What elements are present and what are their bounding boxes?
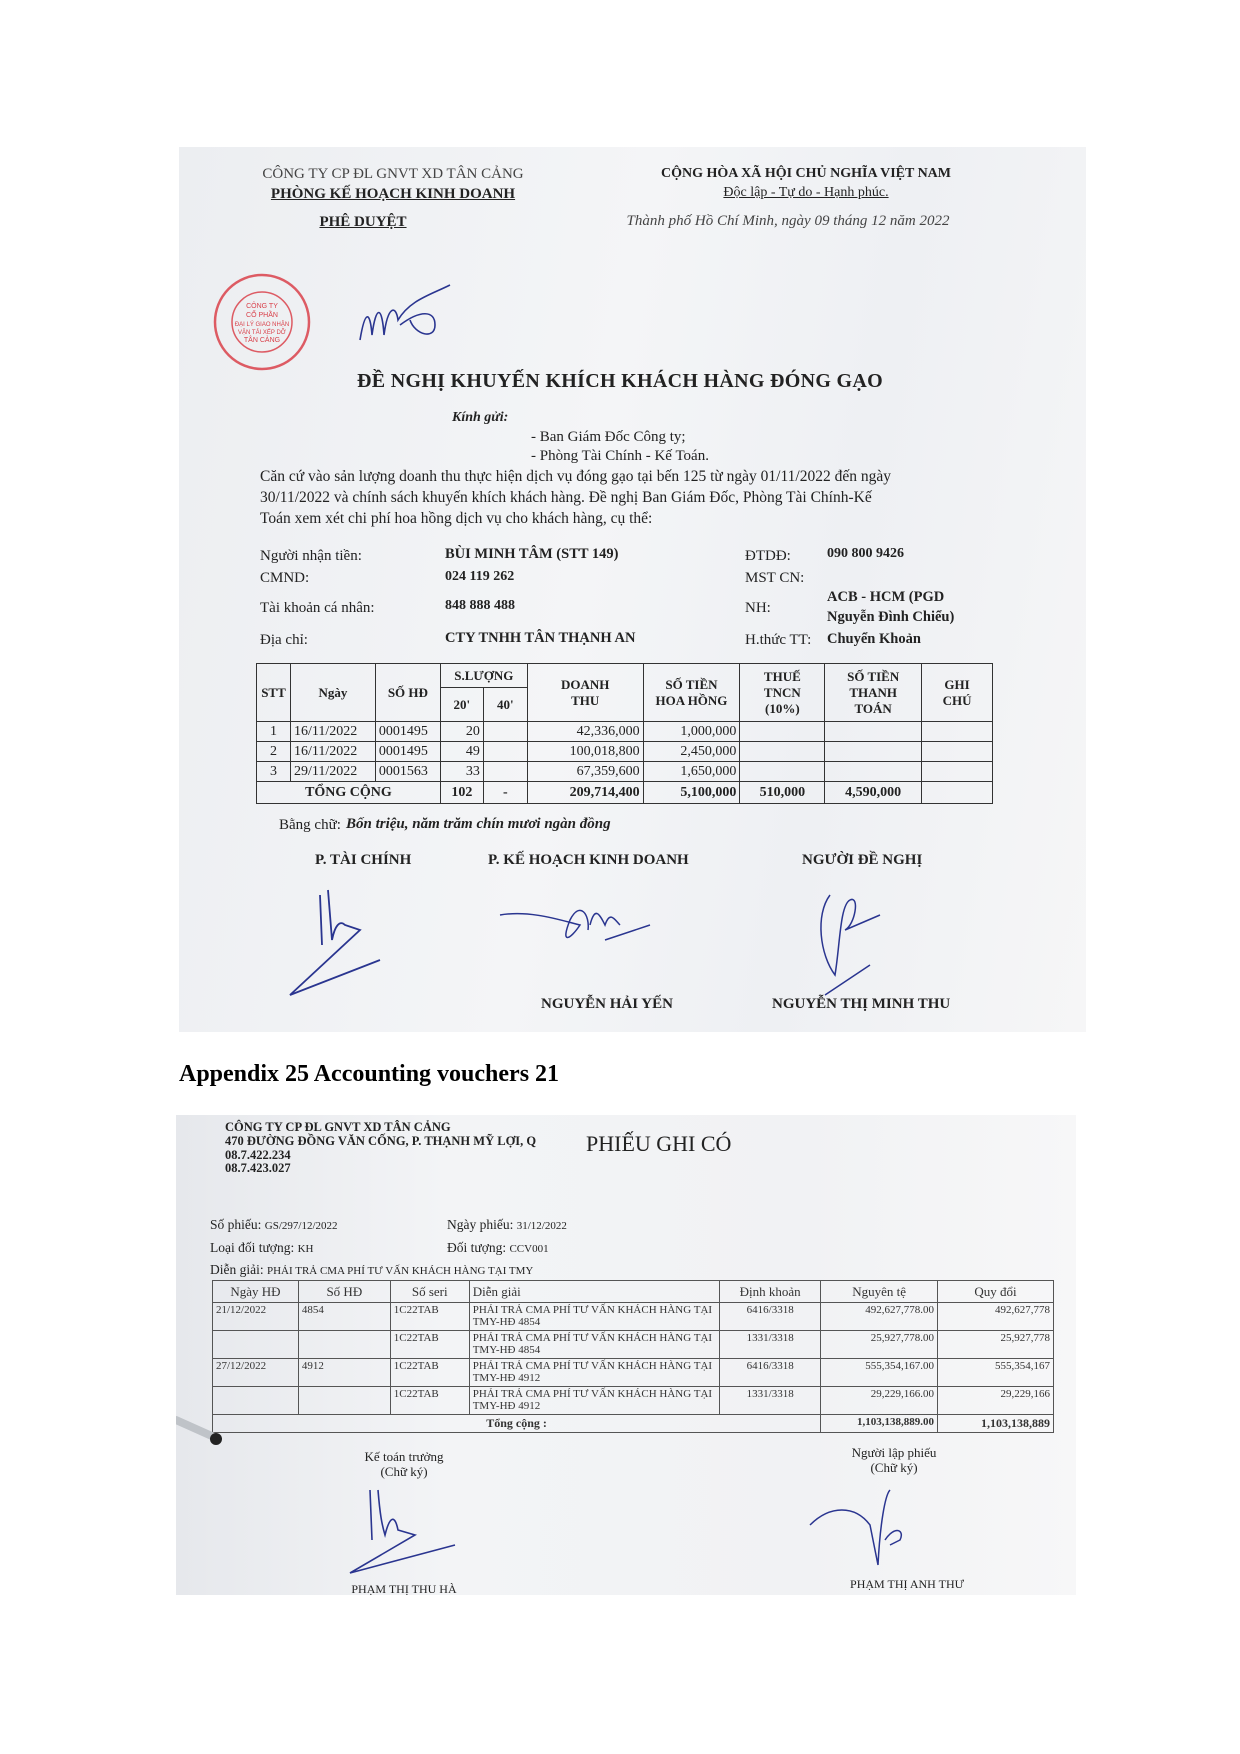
total-revenue: 209,714,400	[527, 782, 643, 804]
account-label: Tài khoản cá nhân:	[260, 600, 375, 616]
svg-text:CÔNG TY: CÔNG TY	[246, 303, 278, 310]
voucher-title: PHIẾU GHI CÓ	[586, 1131, 732, 1156]
cell-commission: 2,450,000	[643, 742, 740, 762]
cell-converted: 492,627,778	[938, 1303, 1054, 1331]
header-date: Ngày	[290, 664, 375, 722]
place-date: Thành phố Hồ Chí Minh, ngày 09 tháng 12 năm 2022	[626, 213, 950, 229]
cell-q40	[483, 762, 527, 782]
cell-commission: 1,000,000	[643, 722, 740, 742]
table-header-row	[257, 664, 993, 688]
chief-accountant-label: Kế toán trưởng	[364, 1449, 444, 1464]
header-line: TOÁN	[854, 700, 892, 716]
cell-q40	[483, 722, 527, 742]
svg-text:VẬN TẢI XẾP DỠ: VẬN TẢI XẾP DỠ	[238, 330, 286, 336]
voucher-table	[212, 1280, 1054, 1433]
table-total-row	[257, 782, 993, 804]
cell-description: PHẢI TRẢ CMA PHÍ TƯ VẤN KHÁCH HÀNG TẠI TMY-HĐ 4912	[469, 1359, 720, 1387]
cell-description: PHẢI TRẢ CMA PHÍ TƯ VẤN KHÁCH HÀNG TẠI TMY-HĐ 4854	[469, 1331, 720, 1359]
total-q40: -	[483, 782, 527, 804]
header-20ft: 20'	[440, 688, 483, 722]
document-title: ĐỀ NGHỊ KHUYẾN KHÍCH KHÁCH HÀNG ĐÓNG GẠO	[357, 370, 883, 392]
cell-tax	[740, 722, 825, 742]
bank-value: Nguyễn Đình Chiểu)	[827, 609, 955, 625]
total-note	[922, 782, 993, 804]
cell-tax	[740, 742, 825, 762]
cell-account: 1331/3318	[720, 1387, 821, 1415]
total-original: 1,103,138,889.00	[821, 1415, 938, 1433]
cell-converted: 29,229,166	[938, 1387, 1054, 1415]
cell-revenue: 42,336,000	[527, 722, 643, 742]
finance-dept-label: P. TÀI CHÍNH	[315, 852, 412, 868]
voucher-date: 31/12/2022	[516, 1220, 567, 1232]
id-value: 024 119 262	[445, 569, 515, 584]
header-line: THU	[571, 692, 600, 708]
header-line: CHÚ	[942, 692, 972, 708]
header-commission	[643, 664, 740, 722]
header-line: SỐ TIỀN	[847, 668, 900, 684]
table-row	[213, 1387, 1054, 1415]
cell-converted: 25,927,778	[938, 1331, 1054, 1359]
tax-id-label: MST CN:	[745, 570, 805, 586]
cell-date	[213, 1387, 299, 1415]
table-row	[257, 742, 993, 762]
description: PHẢI TRẢ CMA PHÍ TƯ VẤN KHÁCH HÀNG TẠI TMY	[267, 1265, 534, 1277]
in-words-value: Bốn triệu, năm trăm chín mươi ngàn đồng	[346, 816, 611, 832]
svg-text:ĐẠI LÝ GIAO NHẬN: ĐẠI LÝ GIAO NHẬN	[234, 322, 290, 328]
voucher-signatures	[330, 1485, 980, 1580]
paragraph-line: Toán xem xét chi phí hoa hồng dịch vụ cho khách hàng, cụ thể:	[260, 510, 653, 527]
planning-signer-name: NGUYỄN HẢI YẾN	[541, 996, 673, 1012]
table-row	[213, 1331, 1054, 1359]
cell-serial: 1C22TAB	[390, 1331, 469, 1359]
cell-invoice: 0001495	[375, 722, 440, 742]
header-line: TNCN	[763, 684, 801, 700]
in-words-label: Bằng chữ:	[279, 817, 341, 833]
cell-payment	[825, 742, 922, 762]
department-name: PHÒNG KẾ HOẠCH KINH DOANH	[270, 186, 516, 202]
cell-revenue: 100,018,800	[527, 742, 643, 762]
cell-original: 25,927,778.00	[821, 1331, 938, 1359]
preparer-name: PHẠM THỊ ANH THƯ	[850, 1577, 964, 1591]
table-row	[257, 722, 993, 742]
total-commission: 5,100,000	[643, 782, 740, 804]
cell-stt: 1	[257, 722, 291, 742]
republic-header: CỘNG HÒA XÃ HỘI CHỦ NGHĨA VIỆT NAM	[660, 166, 952, 181]
address-value: CTY TNHH TÂN THẠNH AN	[445, 630, 636, 646]
table-row	[213, 1303, 1054, 1331]
recipient-label: Người nhận tiền:	[260, 548, 362, 564]
phone-label: ĐTDĐ:	[745, 548, 791, 564]
header-description: Diễn giải	[469, 1281, 720, 1303]
proposer-label: NGƯỜI ĐỀ NGHỊ	[802, 852, 923, 868]
cell-serial: 1C22TAB	[390, 1303, 469, 1331]
header-converted-amount: Quy đổi	[938, 1281, 1054, 1303]
cell-date: 21/12/2022	[213, 1303, 299, 1331]
cell-invoice	[298, 1387, 390, 1415]
preparer-label: Người lập phiếu	[851, 1445, 937, 1460]
cell-stt: 3	[257, 762, 291, 782]
cell-original: 29,229,166.00	[821, 1387, 938, 1415]
planning-dept-label: P. KẾ HOẠCH KINH DOANH	[488, 852, 689, 868]
cell-account: 1331/3318	[720, 1331, 821, 1359]
cell-q20: 20	[440, 722, 483, 742]
voucher-company: CÔNG TY CP ĐL GNVT XD TÂN CẢNG	[225, 1120, 451, 1134]
object-type-label: Loại đối tượng:	[210, 1240, 295, 1255]
total-tax: 510,000	[740, 782, 825, 804]
total-payment: 4,590,000	[825, 782, 922, 804]
cell-date: 27/12/2022	[213, 1359, 299, 1387]
header-invoice-no: Số HĐ	[298, 1281, 390, 1303]
description-label: Diễn giải:	[210, 1262, 264, 1277]
paragraph-line: Căn cứ vào sản lượng doanh thu thực hiện dịch vụ đóng gạo tại bến 125 từ ngày 01/11/2022 đến ngày	[260, 468, 891, 485]
total-q20: 102	[440, 782, 483, 804]
header-invoice: SỐ HĐ	[375, 664, 440, 722]
cell-commission: 1,650,000	[643, 762, 740, 782]
cell-serial: 1C22TAB	[390, 1387, 469, 1415]
object-type: KH	[297, 1243, 314, 1255]
cell-date	[213, 1331, 299, 1359]
recipient-value: BÙI MINH TÂM (STT 149)	[445, 546, 619, 562]
address-label: Địa chỉ:	[260, 632, 308, 648]
total-converted: 1,103,138,889	[938, 1415, 1054, 1433]
cell-invoice: 4912	[298, 1359, 390, 1387]
svg-text:CỔ PHẦN: CỔ PHẦN	[246, 312, 278, 319]
commission-table	[256, 663, 993, 804]
voucher-no-label: Số phiếu:	[210, 1217, 262, 1232]
header-original-amount: Nguyên tệ	[821, 1281, 938, 1303]
header-line: (10%)	[764, 700, 800, 716]
cell-converted: 555,354,167	[938, 1359, 1054, 1387]
cell-payment	[825, 722, 922, 742]
table-header-row	[213, 1281, 1054, 1303]
cell-note	[922, 742, 993, 762]
svg-text:TÂN CẢNG: TÂN CẢNG	[243, 337, 281, 344]
header-line: SỐ TIỀN	[665, 676, 718, 692]
voucher-date-label: Ngày phiếu:	[447, 1217, 514, 1232]
cell-original: 555,354,167.00	[821, 1359, 938, 1387]
header-invoice-date: Ngày HĐ	[213, 1281, 299, 1303]
recipient-line: - Phòng Tài Chính - Kế Toán.	[531, 448, 709, 464]
phone-value: 090 800 9426	[827, 546, 904, 561]
cell-q20: 49	[440, 742, 483, 762]
cell-invoice: 0001563	[375, 762, 440, 782]
cell-serial: 1C22TAB	[390, 1359, 469, 1387]
cell-note	[922, 722, 993, 742]
header-tax	[740, 664, 825, 722]
header-line: THANH	[849, 684, 897, 700]
total-label: Tổng cộng :	[213, 1415, 821, 1433]
company-stamp	[212, 272, 312, 372]
approval-label: PHÊ DUYỆT	[319, 214, 407, 230]
cell-date: 16/11/2022	[290, 722, 375, 742]
cell-stt: 2	[257, 742, 291, 762]
cell-date: 16/11/2022	[290, 742, 375, 762]
chief-sign-label: (Chữ ký)	[380, 1464, 428, 1479]
header-line: DOANH	[560, 676, 610, 692]
appendix-heading: Appendix 25 Accounting vouchers 21	[179, 1061, 560, 1087]
id-label: CMND:	[260, 570, 310, 586]
cell-revenue: 67,359,600	[527, 762, 643, 782]
object-label: Đối tượng:	[447, 1240, 507, 1255]
paragraph-line: 30/11/2022 và chính sách khuyến khích khách hàng. Đề nghị Ban Giám Đốc, Phòng Tài Chính-Kế	[260, 489, 872, 506]
cell-payment	[825, 762, 922, 782]
header-serial: Số seri	[390, 1281, 469, 1303]
cell-account: 6416/3318	[720, 1303, 821, 1331]
motto: Độc lập - Tự do - Hạnh phúc.	[723, 185, 889, 200]
header-line: HOA HỒNG	[655, 692, 728, 708]
chief-accountant-name: PHẠM THỊ THU HÀ	[351, 1582, 457, 1596]
cell-account: 6416/3318	[720, 1359, 821, 1387]
header-stt: STT	[257, 664, 291, 722]
bank-value: ACB - HCM (PGD	[827, 589, 945, 605]
table-row	[257, 762, 993, 782]
cell-invoice: 0001495	[375, 742, 440, 762]
table-row	[213, 1359, 1054, 1387]
cell-tax	[740, 762, 825, 782]
greeting: Kính gửi:	[452, 410, 509, 425]
cell-invoice: 4854	[298, 1303, 390, 1331]
cell-original: 492,627,778.00	[821, 1303, 938, 1331]
payment-method-value: Chuyển Khoản	[827, 631, 921, 647]
header-note	[922, 664, 993, 722]
proposer-name: NGUYỄN THỊ MINH THU	[772, 996, 951, 1012]
recipient-line: - Ban Giám Đốc Công ty;	[531, 429, 686, 445]
cell-description: PHẢI TRẢ CMA PHÍ TƯ VẤN KHÁCH HÀNG TẠI TMY-HĐ 4854	[469, 1303, 720, 1331]
approval-signature	[340, 280, 480, 350]
cell-q40	[483, 742, 527, 762]
cell-invoice	[298, 1331, 390, 1359]
voucher-no: GS/297/12/2022	[264, 1220, 338, 1232]
table-total-row	[213, 1415, 1054, 1433]
account-value: 848 888 488	[445, 598, 515, 613]
total-label: TỔNG CỘNG	[257, 782, 441, 804]
cell-note	[922, 762, 993, 782]
header-40ft: 40'	[483, 688, 527, 722]
cell-description: PHẢI TRẢ CMA PHÍ TƯ VẤN KHÁCH HÀNG TẠI TMY-HĐ 4912	[469, 1387, 720, 1415]
payment-method-label: H.thức TT:	[745, 632, 812, 648]
header-quantity: S.LƯỢNG	[440, 664, 527, 688]
pen-object	[176, 1415, 236, 1455]
header-line: THUẾ	[763, 668, 801, 684]
company-name: CÔNG TY CP ĐL GNVT XD TÂN CẢNG	[262, 166, 524, 182]
cell-q20: 33	[440, 762, 483, 782]
bank-label: NH:	[745, 600, 771, 616]
voucher-address: 470 ĐƯỜNG ĐỒNG VĂN CỐNG, P. THẠNH MỸ LỢI, Q	[225, 1134, 537, 1148]
voucher-phone: 08.7.422.234	[225, 1148, 291, 1162]
header-payment	[825, 664, 922, 722]
preparer-sign-label: (Chữ ký)	[870, 1460, 918, 1475]
header-revenue	[527, 664, 643, 722]
header-line: GHI	[944, 676, 970, 692]
header-account: Định khoản	[720, 1281, 821, 1303]
object: CCV001	[509, 1243, 549, 1255]
voucher-phone: 08.7.423.027	[225, 1161, 291, 1175]
cell-date: 29/11/2022	[290, 762, 375, 782]
